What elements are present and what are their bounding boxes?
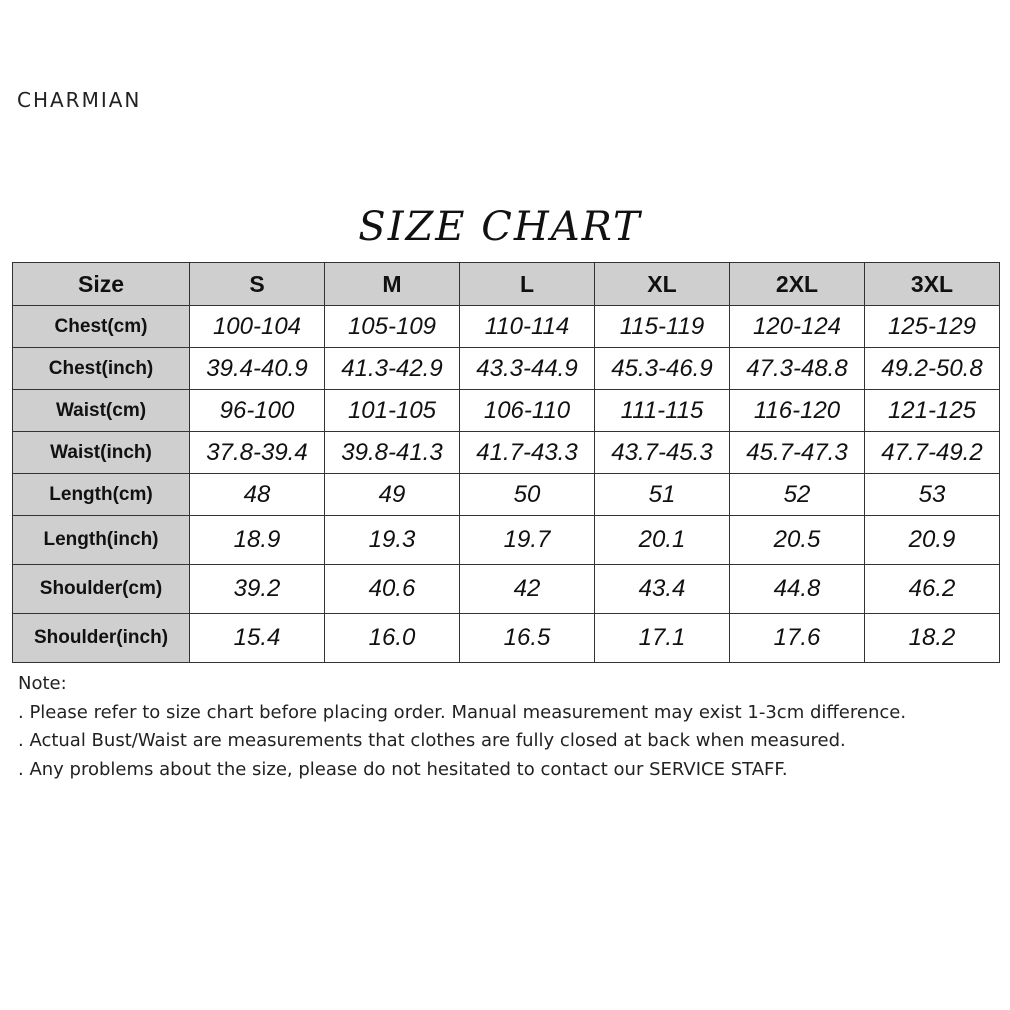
table-cell: 100-104 (190, 306, 325, 348)
table-row (13, 614, 1000, 663)
table-cell: 18.2 (865, 614, 1000, 663)
table-row (13, 565, 1000, 614)
table-cell: 43.4 (595, 565, 730, 614)
row-label: Length(cm) (13, 474, 190, 516)
table-cell: 45.7-47.3 (730, 432, 865, 474)
table-cell: 39.4-40.9 (190, 348, 325, 390)
table-cell: 40.6 (325, 565, 460, 614)
table-cell: 39.8-41.3 (325, 432, 460, 474)
table-cell: 17.1 (595, 614, 730, 663)
table-cell: 47.3-48.8 (730, 348, 865, 390)
table-cell: 52 (730, 474, 865, 516)
table-cell: 20.5 (730, 516, 865, 565)
header-cell: 2XL (730, 263, 865, 306)
header-cell: L (460, 263, 595, 306)
table-cell: 49.2-50.8 (865, 348, 1000, 390)
table-cell: 19.7 (460, 516, 595, 565)
table-cell: 48 (190, 474, 325, 516)
header-cell: Size (13, 263, 190, 306)
table-cell: 50 (460, 474, 595, 516)
table-cell: 111-115 (595, 390, 730, 432)
row-label: Shoulder(inch) (13, 614, 190, 663)
table-header-row (13, 263, 1000, 306)
table-cell: 15.4 (190, 614, 325, 663)
table-cell: 53 (865, 474, 1000, 516)
brand-logo: CHARMIAN (17, 88, 142, 112)
table-cell: 105-109 (325, 306, 460, 348)
table-cell: 106-110 (460, 390, 595, 432)
table-cell: 116-120 (730, 390, 865, 432)
row-label: Shoulder(cm) (13, 565, 190, 614)
table-row (13, 306, 1000, 348)
table-cell: 120-124 (730, 306, 865, 348)
row-label: Chest(inch) (13, 348, 190, 390)
table-cell: 18.9 (190, 516, 325, 565)
note-item: . Actual Bust/Waist are measurements that clothes are fully closed at back when measured. (18, 730, 846, 751)
header-cell: 3XL (865, 263, 1000, 306)
table-row (13, 348, 1000, 390)
table-cell: 20.9 (865, 516, 1000, 565)
table-cell: 41.7-43.3 (460, 432, 595, 474)
table-cell: 17.6 (730, 614, 865, 663)
table-cell: 51 (595, 474, 730, 516)
table-cell: 43.7-45.3 (595, 432, 730, 474)
table-cell: 16.5 (460, 614, 595, 663)
header-cell: XL (595, 263, 730, 306)
row-label: Waist(cm) (13, 390, 190, 432)
table-row (13, 516, 1000, 565)
table-cell: 121-125 (865, 390, 1000, 432)
table-cell: 42 (460, 565, 595, 614)
size-chart-table (12, 262, 1000, 663)
table-cell: 19.3 (325, 516, 460, 565)
table-row (13, 390, 1000, 432)
header-cell: M (325, 263, 460, 306)
header-cell: S (190, 263, 325, 306)
table-cell: 46.2 (865, 565, 1000, 614)
table-cell: 45.3-46.9 (595, 348, 730, 390)
table-cell: 101-105 (325, 390, 460, 432)
note-item: . Any problems about the size, please do not hesitated to contact our SERVICE STAFF. (18, 758, 788, 780)
table-cell: 47.7-49.2 (865, 432, 1000, 474)
row-label: Chest(cm) (13, 306, 190, 348)
notes-heading: Note: (18, 673, 67, 694)
note-item: . Please refer to size chart before placing order. Manual measurement may exist 1-3cm difference. (18, 701, 907, 723)
table-cell: 43.3-44.9 (460, 348, 595, 390)
row-label: Length(inch) (13, 516, 190, 565)
table-cell: 39.2 (190, 565, 325, 614)
table-cell: 125-129 (865, 306, 1000, 348)
table-cell: 44.8 (730, 565, 865, 614)
page-title: SIZE CHART (358, 204, 642, 250)
table-cell: 20.1 (595, 516, 730, 565)
notes-section (18, 670, 978, 784)
table-cell: 37.8-39.4 (190, 432, 325, 474)
table-cell: 49 (325, 474, 460, 516)
table-cell: 16.0 (325, 614, 460, 663)
table-cell: 41.3-42.9 (325, 348, 460, 390)
table-cell: 115-119 (595, 306, 730, 348)
table-cell: 96-100 (190, 390, 325, 432)
row-label: Waist(inch) (13, 432, 190, 474)
table-row (13, 432, 1000, 474)
table-row (13, 474, 1000, 516)
table-cell: 110-114 (460, 306, 595, 348)
